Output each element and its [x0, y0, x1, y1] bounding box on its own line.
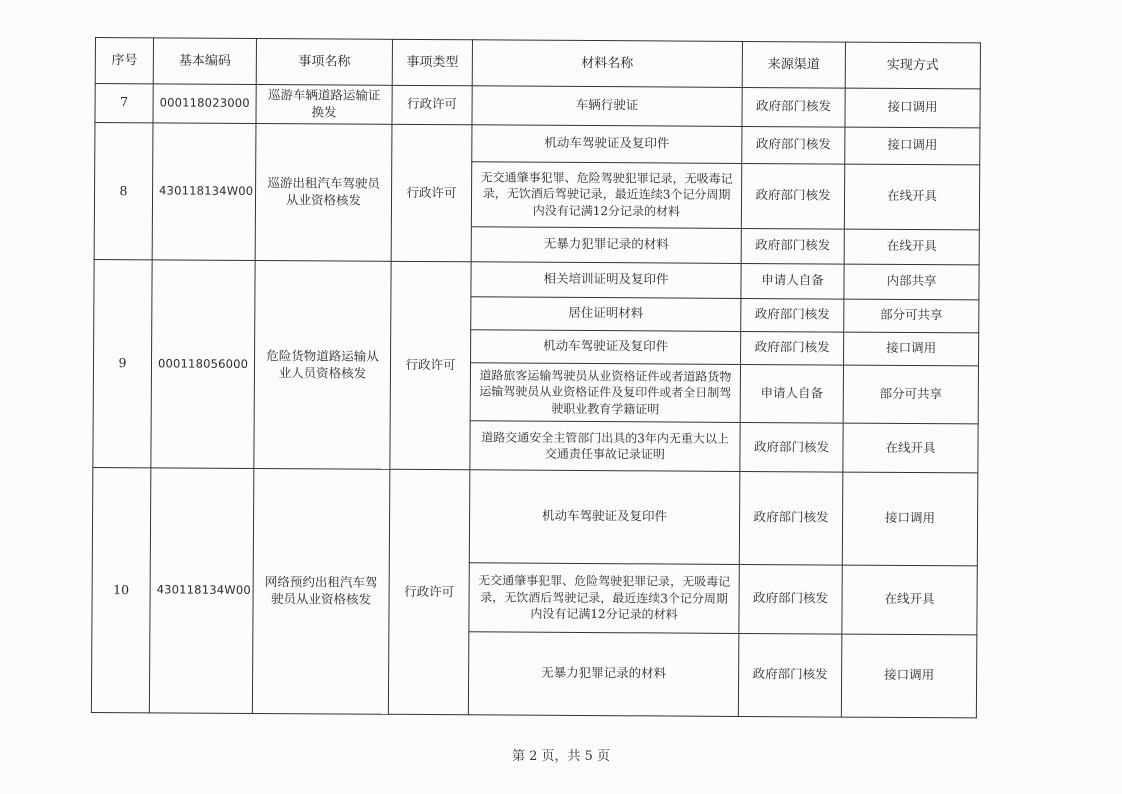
basic-code: 000118023000: [153, 84, 256, 124]
row-number: 7: [95, 83, 153, 123]
material-name: 道路旅客运输驾驶员从业资格证件或者道路货物运输驾驶员从业资格证件及复印件或者全日制驾驶职业教育学籍证明: [470, 362, 740, 423]
material-source: 政府部门核发: [741, 163, 844, 229]
material-method: 部分可共享: [844, 299, 979, 333]
basic-code: 000118056000: [151, 260, 255, 469]
material-method: 部分可共享: [843, 365, 978, 425]
col-header-no: 序号: [95, 38, 153, 84]
item-name: 巡游出租汽车驾驶员从业资格核发: [255, 124, 392, 262]
col-header-code: 基本编码: [153, 38, 256, 84]
item-type: 行政许可: [391, 124, 472, 262]
material-method: 在线开具: [844, 164, 979, 230]
material-name: 机动车驾驶证及复印件: [472, 125, 742, 163]
row-number: 8: [94, 123, 153, 260]
material-method: 接口调用: [844, 332, 979, 365]
col-header-method: 实现方式: [845, 42, 980, 89]
material-method: 在线开具: [842, 565, 977, 635]
material-source: 政府部门核发: [741, 228, 844, 264]
material-method: 接口调用: [845, 127, 980, 164]
material-name: 无交通肇事犯罪、危险驾驶犯罪记录，无吸毒记录，无饮酒后驾驶记录，最近连续3个记分周期内没有记满12分记录的材料: [471, 161, 741, 228]
item-name: 网络预约出租汽车驾驶员从业资格核发: [252, 469, 389, 715]
material-method: 接口调用: [845, 88, 980, 128]
material-source: 政府部门核发: [742, 87, 845, 127]
col-header-material: 材料名称: [472, 40, 742, 87]
material-source: 政府部门核发: [742, 126, 845, 163]
item-type: 行政许可: [392, 85, 472, 125]
material-name: 无交通肇事犯罪、危险驾驶犯罪记录，无吸毒记录，无饮酒后驾驶记录，最近连续3个记分周期内没有记满12分记录的材料: [469, 562, 739, 633]
material-name: 相关培训证明及复印件: [471, 262, 741, 298]
material-source: 申请人自备: [740, 364, 843, 424]
page-footer: 第 2 页，共 5 页: [511, 749, 611, 764]
material-source: 政府部门核发: [741, 298, 844, 332]
col-header-type: 事项类型: [392, 39, 472, 85]
item-name: 危险货物道路运输从业人员资格核发: [254, 261, 391, 470]
item-name: 巡游车辆道路运输证换发: [256, 84, 392, 124]
material-name: 居住证明材料: [471, 296, 741, 331]
material-method: 内部共享: [844, 264, 979, 299]
material-name: 机动车驾驶证及复印件: [471, 330, 741, 364]
item-type: 行政许可: [390, 261, 471, 470]
material-source: 政府部门核发: [739, 564, 842, 634]
material-method: 在线开具: [843, 424, 978, 474]
material-name: 无暴力犯罪记录的材料: [468, 631, 739, 716]
row-number: 9: [93, 260, 152, 468]
material-name: 无暴力犯罪记录的材料: [471, 226, 741, 263]
material-name: 车辆行驶证: [472, 85, 742, 126]
material-source: 政府部门核发: [740, 423, 843, 472]
table-row: [95, 123, 980, 165]
header-row: [95, 38, 980, 89]
material-method: 接口调用: [842, 472, 978, 565]
material-source: 政府部门核发: [741, 332, 844, 365]
row-number: 10: [91, 468, 150, 713]
material-name: 道路交通安全主管部门出具的3年内无重大以上交通责任事故记录证明: [470, 421, 740, 471]
materials-table: [91, 37, 981, 718]
material-name: 机动车驾驶证及复印件: [469, 470, 740, 564]
material-source: 政府部门核发: [738, 633, 842, 717]
item-type: 行政许可: [388, 470, 469, 715]
basic-code: 430118134W00: [149, 468, 253, 713]
col-header-source: 来源渠道: [742, 41, 845, 87]
material-source: 政府部门核发: [739, 472, 843, 565]
material-method: 接口调用: [841, 634, 977, 718]
material-source: 申请人自备: [741, 264, 844, 299]
col-header-name: 事项名称: [256, 38, 392, 85]
table-row: [95, 83, 980, 128]
material-method: 在线开具: [844, 229, 979, 265]
table-row: [94, 260, 979, 300]
table-row: [92, 468, 978, 566]
basic-code: 430118134W00: [152, 123, 256, 261]
